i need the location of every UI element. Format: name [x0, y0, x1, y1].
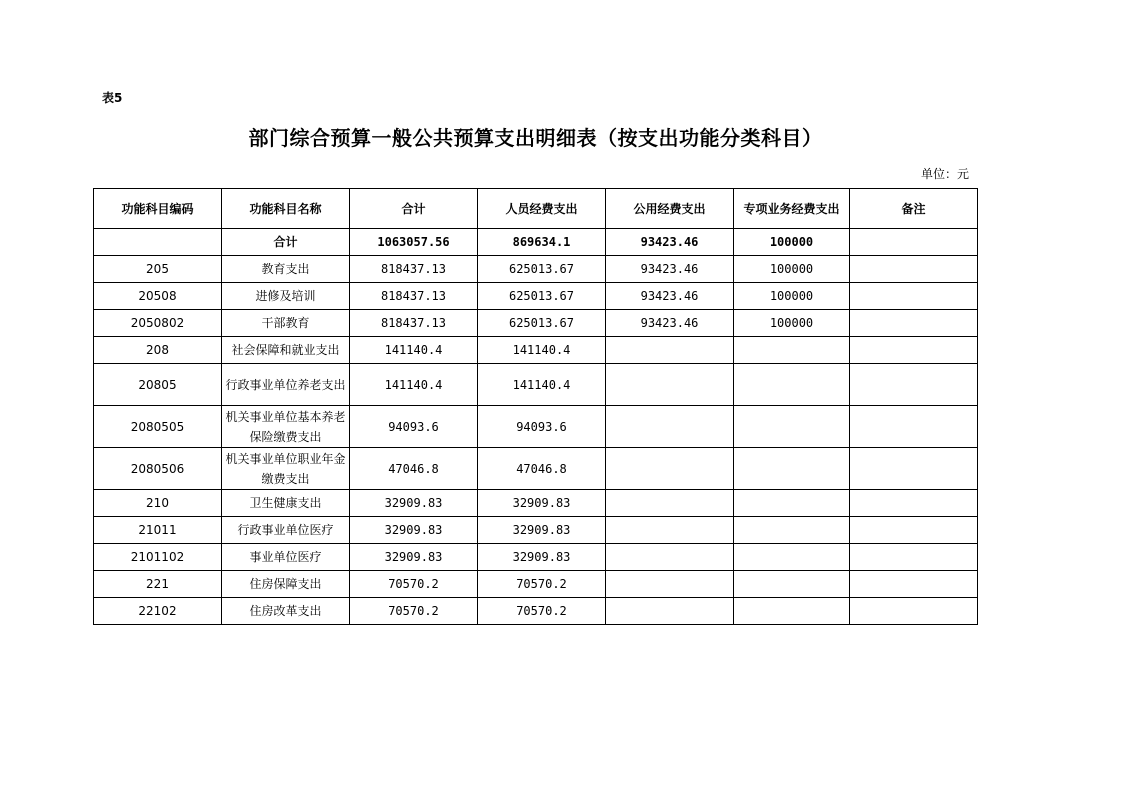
- cell-total: 1063057.56: [350, 229, 478, 256]
- cell-name: 事业单位医疗: [222, 544, 350, 571]
- total-row: [94, 229, 978, 256]
- cell-public: 93423.46: [606, 256, 734, 283]
- budget-table: [93, 188, 978, 625]
- cell-public: [606, 337, 734, 364]
- table-number: 表5: [102, 91, 123, 105]
- cell-personnel: 32909.83: [478, 490, 606, 517]
- table-row: [94, 598, 978, 625]
- cell-special: [734, 448, 850, 490]
- cell-name: 行政事业单位医疗: [222, 517, 350, 544]
- cell-public: [606, 571, 734, 598]
- cell-total: 32909.83: [350, 490, 478, 517]
- cell-special: [734, 490, 850, 517]
- unit-label: 单位：元: [921, 167, 970, 181]
- cell-public: [606, 517, 734, 544]
- cell-public: [606, 448, 734, 490]
- cell-special: [734, 571, 850, 598]
- cell-name: 住房保障支出: [222, 571, 350, 598]
- cell-special: [734, 337, 850, 364]
- cell-code: 2080506: [94, 448, 222, 490]
- cell-total: 818437.13: [350, 310, 478, 337]
- page-title: 部门综合预算一般公共预算支出明细表（按支出功能分类科目）: [248, 126, 823, 150]
- cell-personnel: 47046.8: [478, 448, 606, 490]
- cell-name: 进修及培训: [222, 283, 350, 310]
- table-row: [94, 337, 978, 364]
- table-row: [94, 571, 978, 598]
- table-row: [94, 283, 978, 310]
- cell-code: 2101102: [94, 544, 222, 571]
- cell-special: [734, 364, 850, 406]
- cell-personnel: 141140.4: [478, 337, 606, 364]
- table-row: [94, 544, 978, 571]
- cell-remark: [850, 256, 978, 283]
- cell-remark: [850, 283, 978, 310]
- header-public: 公用经费支出: [606, 189, 734, 229]
- cell-public: [606, 598, 734, 625]
- cell-special: 100000: [734, 229, 850, 256]
- cell-personnel: 625013.67: [478, 256, 606, 283]
- cell-name: 机关事业单位基本养老保险缴费支出: [222, 406, 350, 448]
- cell-personnel: 32909.83: [478, 517, 606, 544]
- cell-code: 22102: [94, 598, 222, 625]
- table-row: [94, 310, 978, 337]
- cell-personnel: 869634.1: [478, 229, 606, 256]
- cell-code: 21011: [94, 517, 222, 544]
- cell-remark: [850, 544, 978, 571]
- cell-remark: [850, 598, 978, 625]
- cell-total: 94093.6: [350, 406, 478, 448]
- cell-personnel: 70570.2: [478, 598, 606, 625]
- cell-public: 93423.46: [606, 310, 734, 337]
- cell-total: 47046.8: [350, 448, 478, 490]
- cell-remark: [850, 364, 978, 406]
- cell-total: 818437.13: [350, 283, 478, 310]
- cell-total: 141140.4: [350, 337, 478, 364]
- cell-special: 100000: [734, 283, 850, 310]
- cell-total: 70570.2: [350, 571, 478, 598]
- table-body: [94, 256, 978, 625]
- header-name: 功能科目名称: [222, 189, 350, 229]
- cell-name: 住房改革支出: [222, 598, 350, 625]
- cell-code: 205: [94, 256, 222, 283]
- cell-public: 93423.46: [606, 283, 734, 310]
- cell-special: [734, 598, 850, 625]
- header-personnel: 人员经费支出: [478, 189, 606, 229]
- header-total: 合计: [350, 189, 478, 229]
- cell-special: [734, 406, 850, 448]
- cell-name: 机关事业单位职业年金缴费支出: [222, 448, 350, 490]
- table-row: [94, 490, 978, 517]
- cell-code: 2080505: [94, 406, 222, 448]
- cell-remark: [850, 310, 978, 337]
- header-special: 专项业务经费支出: [734, 189, 850, 229]
- cell-personnel: 94093.6: [478, 406, 606, 448]
- cell-remark: [850, 229, 978, 256]
- cell-remark: [850, 490, 978, 517]
- cell-personnel: 625013.67: [478, 310, 606, 337]
- cell-special: [734, 544, 850, 571]
- cell-name: 社会保障和就业支出: [222, 337, 350, 364]
- cell-public: [606, 406, 734, 448]
- cell-name: 行政事业单位养老支出: [222, 364, 350, 406]
- cell-special: 100000: [734, 256, 850, 283]
- cell-name: 教育支出: [222, 256, 350, 283]
- cell-code: 208: [94, 337, 222, 364]
- table-row: [94, 256, 978, 283]
- header-row: [94, 189, 978, 229]
- cell-remark: [850, 448, 978, 490]
- cell-name: 卫生健康支出: [222, 490, 350, 517]
- cell-code: 20508: [94, 283, 222, 310]
- cell-name: 合计: [222, 229, 350, 256]
- cell-personnel: 32909.83: [478, 544, 606, 571]
- table-row: [94, 406, 978, 448]
- cell-remark: [850, 517, 978, 544]
- cell-total: 32909.83: [350, 517, 478, 544]
- cell-personnel: 70570.2: [478, 571, 606, 598]
- cell-special: [734, 517, 850, 544]
- cell-personnel: 141140.4: [478, 364, 606, 406]
- cell-code: 221: [94, 571, 222, 598]
- header-code: 功能科目编码: [94, 189, 222, 229]
- cell-name: 干部教育: [222, 310, 350, 337]
- cell-code: 20805: [94, 364, 222, 406]
- cell-special: 100000: [734, 310, 850, 337]
- cell-code: [94, 229, 222, 256]
- cell-public: 93423.46: [606, 229, 734, 256]
- table-row: [94, 448, 978, 490]
- cell-personnel: 625013.67: [478, 283, 606, 310]
- cell-public: [606, 490, 734, 517]
- cell-total: 70570.2: [350, 598, 478, 625]
- cell-total: 32909.83: [350, 544, 478, 571]
- table-row: [94, 517, 978, 544]
- cell-remark: [850, 571, 978, 598]
- cell-remark: [850, 337, 978, 364]
- cell-total: 141140.4: [350, 364, 478, 406]
- cell-code: 2050802: [94, 310, 222, 337]
- cell-total: 818437.13: [350, 256, 478, 283]
- cell-remark: [850, 406, 978, 448]
- cell-public: [606, 544, 734, 571]
- table-row: [94, 364, 978, 406]
- cell-public: [606, 364, 734, 406]
- cell-code: 210: [94, 490, 222, 517]
- header-remark: 备注: [850, 189, 978, 229]
